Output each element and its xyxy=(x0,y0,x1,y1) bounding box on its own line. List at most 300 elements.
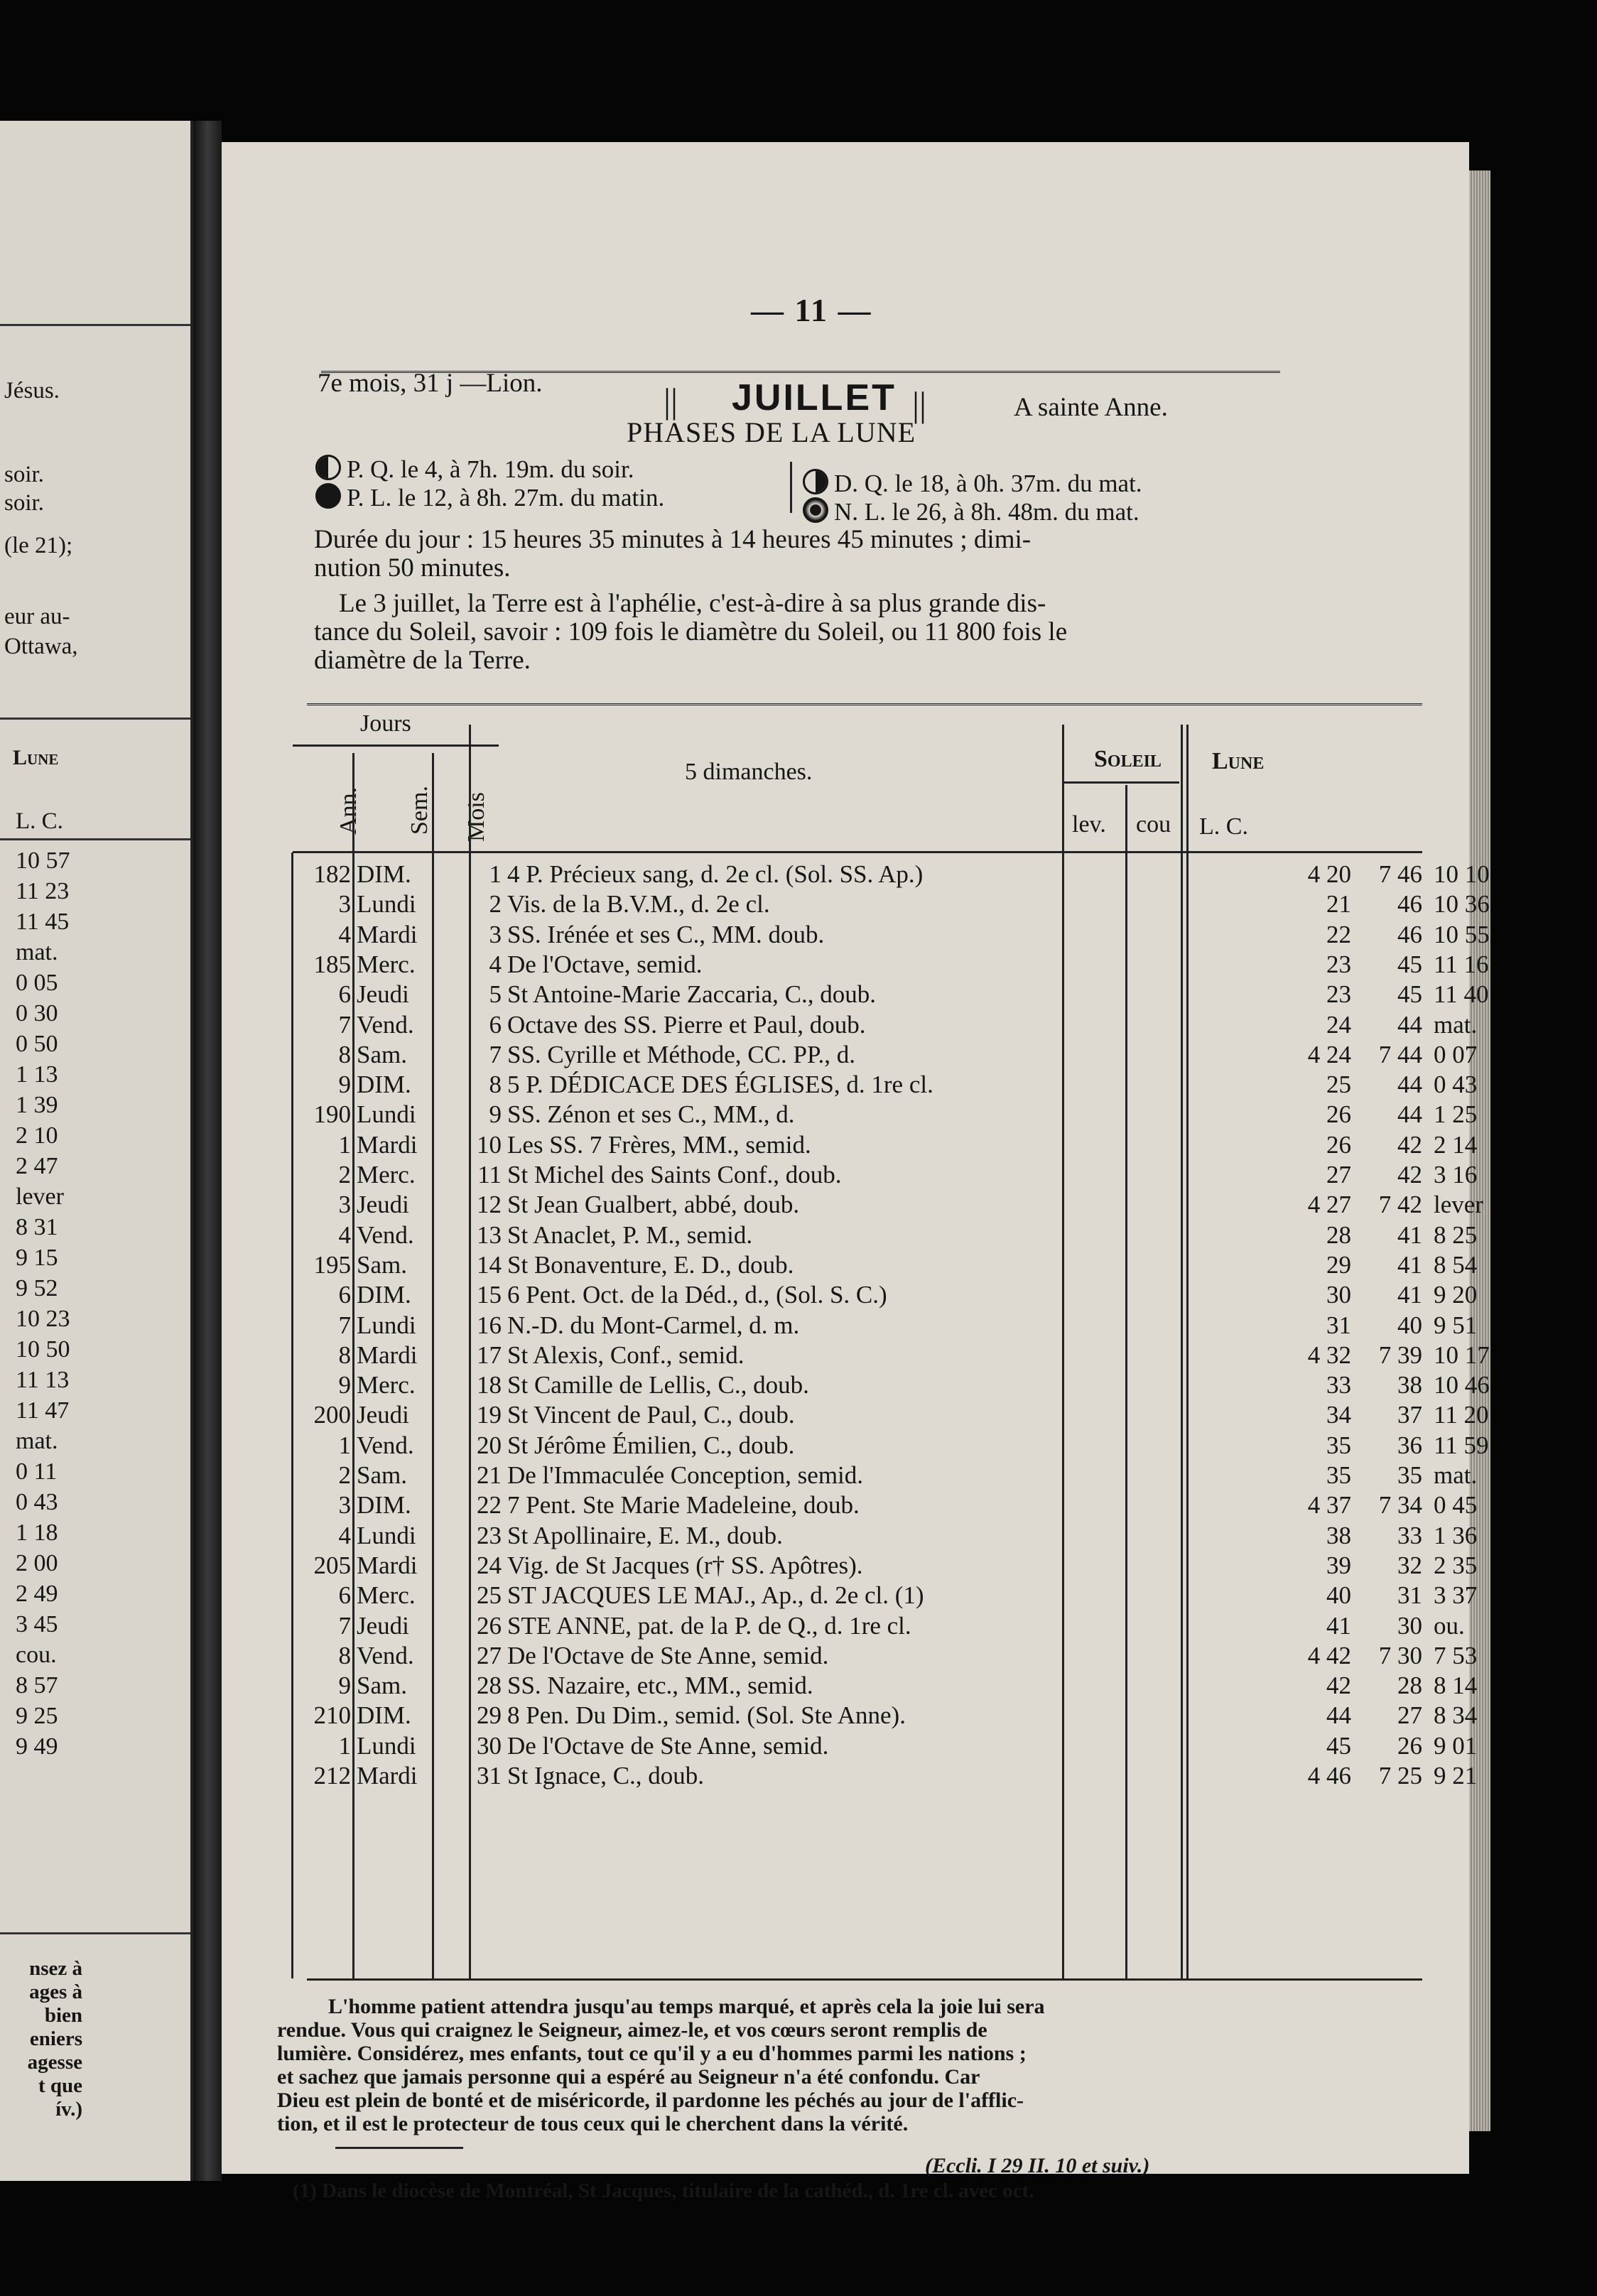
almanac-page xyxy=(222,142,1490,2202)
table-row xyxy=(222,1341,1490,1370)
left-moon-value: 2 47 xyxy=(16,1153,58,1179)
year-day-cell: 2 xyxy=(338,1161,351,1188)
moon-time-cell: 3 37 xyxy=(1434,1581,1478,1610)
left-moon-value: 11 13 xyxy=(16,1367,70,1393)
table-row xyxy=(222,860,1490,889)
month-day-cell: 8 xyxy=(489,1071,502,1099)
weekday-cell: DIM. xyxy=(357,860,411,888)
sunrise-cell: 4 37 xyxy=(1307,1491,1351,1520)
sunset-cell: 45 xyxy=(1397,980,1422,1009)
sunrise-cell: 21 xyxy=(1326,890,1351,919)
weekday-cell: Vend. xyxy=(357,1431,414,1459)
left-moon-value: 9 52 xyxy=(16,1275,58,1301)
feast-cell: St Anaclet, P. M., semid. xyxy=(507,1220,753,1249)
left-text-line: Ottawa, xyxy=(4,634,78,659)
left-footer-line: ív.) xyxy=(55,2098,82,2121)
moon-time-cell: 10 17 xyxy=(1434,1341,1490,1369)
feast-cell: St Antoine-Marie Zaccaria, C., doub. xyxy=(507,980,877,1009)
moon-time-cell: 8 25 xyxy=(1434,1220,1478,1249)
first-quarter-icon xyxy=(315,455,341,480)
new-moon-icon xyxy=(803,497,828,523)
phase-full-moon: P. L. le 12, à 8h. 27m. du matin. xyxy=(315,483,664,512)
year-day-cell: 4 xyxy=(338,1521,351,1549)
weekday-cell: DIM. xyxy=(357,1701,411,1730)
month-day-cell: 2 xyxy=(489,890,502,919)
moon-time-cell: 10 36 xyxy=(1434,890,1490,919)
table-row xyxy=(222,1400,1489,1430)
year-day-cell: 210 xyxy=(313,1701,351,1730)
moon-time-cell: 0 07 xyxy=(1434,1040,1478,1068)
title-bar-left: || xyxy=(664,381,678,421)
month-day-cell: 21 xyxy=(477,1461,502,1489)
year-day-cell: 7 xyxy=(338,1611,351,1640)
moon-time-cell: 8 14 xyxy=(1434,1672,1478,1700)
table-row xyxy=(222,1130,1478,1160)
sunrise-cell: 44 xyxy=(1326,1701,1351,1730)
table-row xyxy=(222,1731,1478,1761)
feast-cell: St Vincent de Paul, C., doub. xyxy=(507,1401,795,1429)
left-moon-value: 9 15 xyxy=(16,1245,58,1271)
phase-new-moon: N. L. le 26, à 8h. 48m. du mat. xyxy=(803,497,1139,526)
left-moon-value: 0 11 xyxy=(16,1458,58,1485)
footnote-rule xyxy=(335,2147,463,2149)
month-day-cell: 22 xyxy=(477,1491,502,1520)
table-row xyxy=(222,1370,1490,1400)
table-row xyxy=(222,1040,1478,1070)
weekday-cell: Jeudi xyxy=(357,980,409,1009)
month-day-cell: 17 xyxy=(477,1341,502,1369)
weekday-cell: Lundi xyxy=(357,1731,416,1760)
sunrise-cell: 4 20 xyxy=(1307,860,1351,888)
sunset-cell: 38 xyxy=(1397,1371,1422,1399)
table-row xyxy=(222,1280,1478,1310)
jours-underline xyxy=(293,744,499,747)
moon-time-cell: 10 10 xyxy=(1434,860,1490,888)
sunrise-cell: 27 xyxy=(1326,1161,1351,1188)
table-row xyxy=(222,920,1490,950)
sunrise-cell: 30 xyxy=(1326,1281,1351,1309)
quote-line: tion, et il est le protecteur de tous ceux qui le cherchent dans la vérité. xyxy=(277,2112,909,2135)
table-row xyxy=(222,950,1489,980)
table-row xyxy=(222,1431,1489,1461)
sunset-cell: 26 xyxy=(1397,1731,1422,1760)
month-info: 7e mois, 31 j —Lion. xyxy=(318,369,543,398)
year-day-cell: 190 xyxy=(313,1100,351,1129)
month-day-cell: 27 xyxy=(477,1641,502,1669)
month-day-cell: 16 xyxy=(477,1311,502,1339)
page-number: — 11 — xyxy=(751,292,872,328)
mois-header: Mois xyxy=(463,792,489,842)
aphelion-text-cont: tance du Soleil, savoir : 109 fois le diamètre du Soleil, ou 11 800 fois le xyxy=(314,617,1068,646)
moon-time-cell: mat. xyxy=(1434,1461,1478,1489)
moon-time-cell: 10 55 xyxy=(1434,920,1490,948)
year-day-cell: 9 xyxy=(338,1371,351,1399)
month-day-cell: 18 xyxy=(477,1371,502,1399)
sunrise-cell: 29 xyxy=(1326,1250,1351,1279)
year-day-cell: 2 xyxy=(338,1461,351,1489)
feast-cell: St Jérôme Émilien, C., doub. xyxy=(507,1431,795,1459)
year-day-cell: 6 xyxy=(338,1581,351,1610)
sunset-cell: 30 xyxy=(1397,1611,1422,1640)
table-row xyxy=(222,1611,1469,1641)
year-day-cell: 3 xyxy=(338,1491,351,1520)
soleil-underline xyxy=(1064,781,1179,784)
year-day-cell: 182 xyxy=(313,860,351,888)
left-footer-line: ages à xyxy=(29,1981,82,2003)
year-day-cell: 7 xyxy=(338,1010,351,1039)
table-row xyxy=(222,1220,1478,1250)
month-day-cell: 7 xyxy=(489,1040,502,1068)
sunrise-cell: 4 24 xyxy=(1307,1040,1351,1068)
left-moon-value: 0 43 xyxy=(16,1489,58,1515)
weekday-cell: Lundi xyxy=(357,1521,416,1549)
feast-cell: St Ignace, C., doub. xyxy=(507,1762,705,1789)
sunrise-cell: 35 xyxy=(1326,1461,1351,1489)
left-moon-value: 10 57 xyxy=(16,848,70,874)
month-day-cell: 13 xyxy=(477,1220,502,1249)
quote-line: lumière. Considérez, mes enfants, tout ce qu'il y a eu d'hommes parmi les nations ; xyxy=(277,2042,1027,2065)
moon-time-cell: 9 01 xyxy=(1434,1731,1478,1760)
table-row xyxy=(222,1190,1483,1220)
left-footer-line: nsez à xyxy=(29,1957,82,1980)
sundays-header: 5 dimanches. xyxy=(685,759,813,785)
quote-line: et sachez que jamais personne qui a espéré au Seigneur n'a été confondu. Car xyxy=(277,2065,980,2089)
moon-time-cell: 11 40 xyxy=(1434,980,1489,1009)
month-day-cell: 25 xyxy=(477,1581,502,1610)
left-text-line: eur au- xyxy=(4,604,70,629)
left-text-line: (le 21); xyxy=(4,533,73,558)
sunrise-cell: 26 xyxy=(1326,1100,1351,1129)
month-day-cell: 14 xyxy=(477,1250,502,1279)
sunrise-cell: 38 xyxy=(1326,1521,1351,1549)
sunrise-cell: 4 42 xyxy=(1307,1641,1351,1669)
table-header-rule xyxy=(293,851,1422,853)
phases-divider xyxy=(790,462,792,513)
table-row xyxy=(222,1551,1478,1581)
moon-time-cell: 7 53 xyxy=(1434,1641,1478,1669)
left-moon-value: 0 05 xyxy=(16,970,58,996)
table-row xyxy=(222,1581,1478,1610)
left-footer-text xyxy=(0,1957,82,2121)
weekday-cell: Lundi xyxy=(357,1100,416,1129)
weekday-cell: Vend. xyxy=(357,1641,414,1669)
title-bar-right: || xyxy=(912,384,927,424)
table-row xyxy=(222,1641,1478,1671)
weekday-cell: Mardi xyxy=(357,1551,418,1579)
sunset-cell: 46 xyxy=(1397,890,1422,919)
table-bottom-rule xyxy=(307,1978,1422,1981)
left-moon-value: 0 30 xyxy=(16,1000,58,1027)
table-row xyxy=(222,1761,1478,1791)
feast-cell: De l'Octave de Ste Anne, semid. xyxy=(507,1731,829,1760)
sunrise-cell: 22 xyxy=(1326,920,1351,948)
sunrise-cell: 23 xyxy=(1326,950,1351,978)
table-row xyxy=(222,1070,1478,1100)
table-row xyxy=(222,1461,1478,1490)
left-footer-line: agesse xyxy=(27,2051,82,2074)
moon-time-cell: 8 34 xyxy=(1434,1701,1478,1730)
month-day-cell: 11 xyxy=(477,1161,502,1188)
weekday-cell: DIM. xyxy=(357,1071,411,1099)
year-day-cell: 3 xyxy=(338,1191,351,1219)
year-day-cell: 6 xyxy=(338,980,351,1009)
moon-time-cell: 2 14 xyxy=(1434,1130,1478,1159)
feast-cell: St Jean Gualbert, abbé, doub. xyxy=(507,1191,800,1219)
year-day-cell: 6 xyxy=(338,1281,351,1309)
day-duration: Durée du jour : 15 heures 35 minutes à 14 heures 45 minutes ; dimi- xyxy=(314,525,1032,554)
sunset-cell: 27 xyxy=(1397,1701,1422,1730)
sunset-cell: 33 xyxy=(1397,1521,1422,1549)
sunset-cell: 31 xyxy=(1397,1581,1422,1610)
feast-cell: 6 Pent. Oct. de la Déd., d., (Sol. S. C.) xyxy=(507,1281,887,1309)
feast-cell: St Alexis, Conf., semid. xyxy=(507,1341,745,1369)
table-row xyxy=(222,889,1490,919)
sunrise-cell: 23 xyxy=(1326,980,1351,1009)
feast-cell: 7 Pent. Ste Marie Madeleine, doub. xyxy=(507,1491,860,1520)
sunset-cell: 44 xyxy=(1397,1071,1422,1099)
month-day-cell: 24 xyxy=(477,1551,502,1579)
feast-cell: De l'Immaculée Conception, semid. xyxy=(507,1461,864,1489)
left-moon-subheader: L. C. xyxy=(16,808,63,834)
moon-time-cell: 9 20 xyxy=(1434,1281,1478,1309)
month-day-cell: 10 xyxy=(477,1130,502,1159)
sunrise-cell: 41 xyxy=(1326,1611,1351,1640)
sunset-cell: 32 xyxy=(1397,1551,1422,1579)
sunset-cell: 7 39 xyxy=(1378,1341,1422,1369)
month-day-cell: 29 xyxy=(477,1701,502,1730)
year-day-cell: 4 xyxy=(338,920,351,948)
weekday-cell: DIM. xyxy=(357,1491,411,1520)
feast-cell: St Bonaventure, E. D., doub. xyxy=(507,1250,794,1279)
year-day-cell: 200 xyxy=(313,1401,351,1429)
month-day-cell: 12 xyxy=(477,1191,502,1219)
feast-cell: SS. Irénée et ses C., MM. doub. xyxy=(507,920,825,948)
year-day-cell: 1 xyxy=(338,1130,351,1159)
weekday-cell: Vend. xyxy=(357,1010,414,1039)
moon-time-cell: 3 16 xyxy=(1434,1161,1478,1188)
moon-time-cell: 10 46 xyxy=(1434,1371,1490,1399)
sunset-cell: 7 30 xyxy=(1378,1641,1422,1669)
month-day-cell: 3 xyxy=(489,920,502,948)
left-bottom-rule xyxy=(0,1932,190,1934)
year-day-cell: 8 xyxy=(338,1040,351,1068)
month-day-cell: 28 xyxy=(477,1672,502,1700)
weekday-cell: Merc. xyxy=(357,1581,416,1610)
feast-cell: St Apollinaire, E. M., doub. xyxy=(507,1521,783,1549)
table-row xyxy=(222,1010,1478,1040)
sunrise-cell: 31 xyxy=(1326,1311,1351,1339)
sunset-cell: 40 xyxy=(1397,1311,1422,1339)
month-day-cell: 20 xyxy=(477,1431,502,1459)
left-moon-value: 2 00 xyxy=(16,1550,58,1576)
feast-cell: Les SS. 7 Frères, MM., semid. xyxy=(507,1130,811,1159)
feast-cell: Vis. de la B.V.M., d. 2e cl. xyxy=(507,890,770,919)
moon-time-cell: 0 45 xyxy=(1434,1491,1478,1520)
last-quarter-icon xyxy=(803,469,828,494)
table-row xyxy=(222,1490,1478,1520)
sunset-cell: 42 xyxy=(1397,1130,1422,1159)
day-duration-cont: nution 50 minutes. xyxy=(314,553,511,583)
moon-time-cell: mat. xyxy=(1434,1010,1478,1039)
sunrise-cell: 26 xyxy=(1326,1130,1351,1159)
table-row xyxy=(222,980,1489,1009)
left-moon-value: 10 23 xyxy=(16,1306,70,1332)
soleil-header: Soleil xyxy=(1094,746,1162,772)
feast-cell: N.-D. du Mont-Carmel, d. m. xyxy=(507,1311,800,1339)
weekday-cell: Sam. xyxy=(357,1461,407,1489)
sunrise-cell: 4 46 xyxy=(1307,1762,1351,1789)
moon-time-cell: 2 35 xyxy=(1434,1551,1478,1579)
sunset-cell: 7 44 xyxy=(1378,1040,1422,1068)
month-day-cell: 31 xyxy=(477,1762,502,1789)
moon-time-cell: 11 16 xyxy=(1434,950,1489,978)
feast-cell: 8 Pen. Du Dim., semid. (Sol. Ste Anne). xyxy=(507,1701,906,1730)
weekday-cell: Jeudi xyxy=(357,1611,409,1640)
feast-cell: De l'Octave de Ste Anne, semid. xyxy=(507,1641,829,1669)
quote-line: rendue. Vous qui craignez le Seigneur, aimez-le, et vos cœurs seront remplis de xyxy=(277,2018,987,2042)
year-day-cell: 9 xyxy=(338,1071,351,1099)
phases-title: PHASES DE LA LUNE xyxy=(627,416,916,448)
weekday-cell: Lundi xyxy=(357,1311,416,1339)
left-moon-header: Lune xyxy=(13,746,59,769)
month-day-cell: 5 xyxy=(489,980,502,1009)
sunrise-cell: 34 xyxy=(1326,1401,1351,1429)
sunset-cell: 7 25 xyxy=(1378,1762,1422,1789)
left-moon-value: 0 50 xyxy=(16,1031,58,1057)
year-day-cell: 212 xyxy=(313,1762,351,1789)
left-moon-value: 11 45 xyxy=(16,909,70,935)
year-day-cell: 8 xyxy=(338,1641,351,1669)
weekday-cell: Mardi xyxy=(357,920,418,948)
feast-cell: STE ANNE, pat. de la P. de Q., d. 1re cl. xyxy=(507,1611,911,1640)
sunrise-cell: 25 xyxy=(1326,1071,1351,1099)
left-moon-value: 2 10 xyxy=(16,1122,58,1149)
month-day-cell: 1 xyxy=(489,860,502,888)
table-row xyxy=(222,1521,1478,1551)
year-day-cell: 195 xyxy=(313,1250,351,1279)
left-moon-value: 9 49 xyxy=(16,1733,58,1760)
month-day-cell: 15 xyxy=(477,1281,502,1309)
sunrise-cell: 35 xyxy=(1326,1431,1351,1459)
left-moon-value: 1 18 xyxy=(16,1520,58,1546)
left-moon-value: 2 49 xyxy=(16,1581,58,1607)
left-top-rule xyxy=(0,324,190,326)
feast-cell: Octave des SS. Pierre et Paul, doub. xyxy=(507,1010,866,1039)
month-day-cell: 23 xyxy=(477,1521,502,1549)
month-day-cell: 19 xyxy=(477,1401,502,1429)
aphelion-text-end: diamètre de la Terre. xyxy=(314,646,531,675)
table-row xyxy=(222,1311,1478,1341)
table-row xyxy=(222,1160,1478,1190)
table-row xyxy=(222,1701,1478,1731)
left-text-line: soir. xyxy=(4,490,44,516)
left-text-line: soir. xyxy=(4,462,44,487)
footnote: (1) Dans le diocèse de Montréal, St Jacques, titulaire de la cathéd., d. 1re cl. avec oct. xyxy=(293,2179,1034,2202)
dedication: A sainte Anne. xyxy=(1014,393,1168,422)
sunset-cell: 35 xyxy=(1397,1461,1422,1489)
left-footer-line: t que xyxy=(38,2074,82,2097)
year-day-cell: 205 xyxy=(313,1551,351,1579)
feast-cell: De l'Octave, semid. xyxy=(507,950,703,978)
moon-time-cell: 1 25 xyxy=(1434,1100,1478,1129)
moon-time-cell: 0 43 xyxy=(1434,1071,1478,1099)
table-row xyxy=(222,1250,1478,1280)
sunset-cell: 46 xyxy=(1397,920,1422,948)
sunrise-cell: 33 xyxy=(1326,1371,1351,1399)
jours-header: Jours xyxy=(360,710,411,737)
sunrise-cell: 45 xyxy=(1326,1731,1351,1760)
weekday-cell: DIM. xyxy=(357,1281,411,1309)
month-day-cell: 9 xyxy=(489,1100,502,1129)
cou-header: cou xyxy=(1136,811,1171,838)
sunrise-cell: 4 32 xyxy=(1307,1341,1351,1369)
weekday-cell: Vend. xyxy=(357,1220,414,1249)
sunrise-cell: 40 xyxy=(1326,1581,1351,1610)
weekday-cell: Merc. xyxy=(357,1161,416,1188)
moon-time-cell: lever xyxy=(1434,1191,1483,1219)
month-day-cell: 26 xyxy=(477,1611,502,1640)
sunset-cell: 41 xyxy=(1397,1250,1422,1279)
lc-header: L. C. xyxy=(1199,813,1248,840)
weekday-cell: Mardi xyxy=(357,1341,418,1369)
weekday-cell: Jeudi xyxy=(357,1401,409,1429)
moon-time-cell: 8 54 xyxy=(1434,1250,1478,1279)
table-row xyxy=(222,1671,1478,1701)
sunset-cell: 41 xyxy=(1397,1281,1422,1309)
sunset-cell: 44 xyxy=(1397,1100,1422,1129)
phase-last-quarter: D. Q. le 18, à 0h. 37m. du mat. xyxy=(803,469,1142,498)
left-footer-line: bien xyxy=(44,2004,82,2027)
month-title: JUILLET xyxy=(732,377,897,418)
feast-cell: SS. Zénon et ses C., MM., d. xyxy=(507,1100,795,1129)
sunset-cell: 37 xyxy=(1397,1401,1422,1429)
sunrise-cell: 4 27 xyxy=(1307,1191,1351,1219)
quote-reference: (Eccli. I 29 II. 10 et suiv.) xyxy=(925,2154,1150,2177)
left-text-line: Jésus. xyxy=(4,378,60,404)
feast-cell: 4 P. Précieux sang, d. 2e cl. (Sol. SS. Ap.) xyxy=(507,860,924,888)
sunset-cell: 7 42 xyxy=(1378,1191,1422,1219)
sunset-cell: 7 34 xyxy=(1378,1491,1422,1520)
left-moon-value: 10 50 xyxy=(16,1336,70,1363)
year-day-cell: 3 xyxy=(338,890,351,919)
year-day-cell: 4 xyxy=(338,1220,351,1249)
left-moon-value: 3 45 xyxy=(16,1611,58,1637)
left-moon-value: 1 13 xyxy=(16,1061,58,1088)
moon-time-cell: 9 21 xyxy=(1434,1762,1478,1789)
table-top-rule xyxy=(307,703,1422,708)
sunset-cell: 7 46 xyxy=(1378,860,1422,888)
moon-time-cell: 9 51 xyxy=(1434,1311,1478,1339)
moon-time-cell: ou. xyxy=(1434,1611,1465,1640)
year-day-cell: 185 xyxy=(313,950,351,978)
lev-header: lev. xyxy=(1072,811,1106,838)
moon-time-cell: 11 59 xyxy=(1434,1431,1489,1459)
sunrise-cell: 28 xyxy=(1326,1220,1351,1249)
feast-cell: Vig. de St Jacques (r† SS. Apôtres). xyxy=(507,1551,863,1579)
year-day-cell: 7 xyxy=(338,1311,351,1339)
sunset-cell: 36 xyxy=(1397,1431,1422,1459)
feast-cell: SS. Nazaire, etc., MM., semid. xyxy=(507,1672,813,1700)
left-moon-value: 8 31 xyxy=(16,1214,58,1240)
lune-header: Lune xyxy=(1212,748,1265,774)
left-moon-value: 11 47 xyxy=(16,1397,70,1424)
left-moon-value: 1 39 xyxy=(16,1092,58,1118)
month-day-cell: 4 xyxy=(489,950,502,978)
sunset-cell: 28 xyxy=(1397,1672,1422,1700)
sem-header: Sem. xyxy=(406,786,433,835)
left-moon-value: cou. xyxy=(16,1642,57,1668)
quote-line: L'homme patient attendra jusqu'au temps marqué, et après cela la joie lui sera xyxy=(328,1995,1045,2018)
